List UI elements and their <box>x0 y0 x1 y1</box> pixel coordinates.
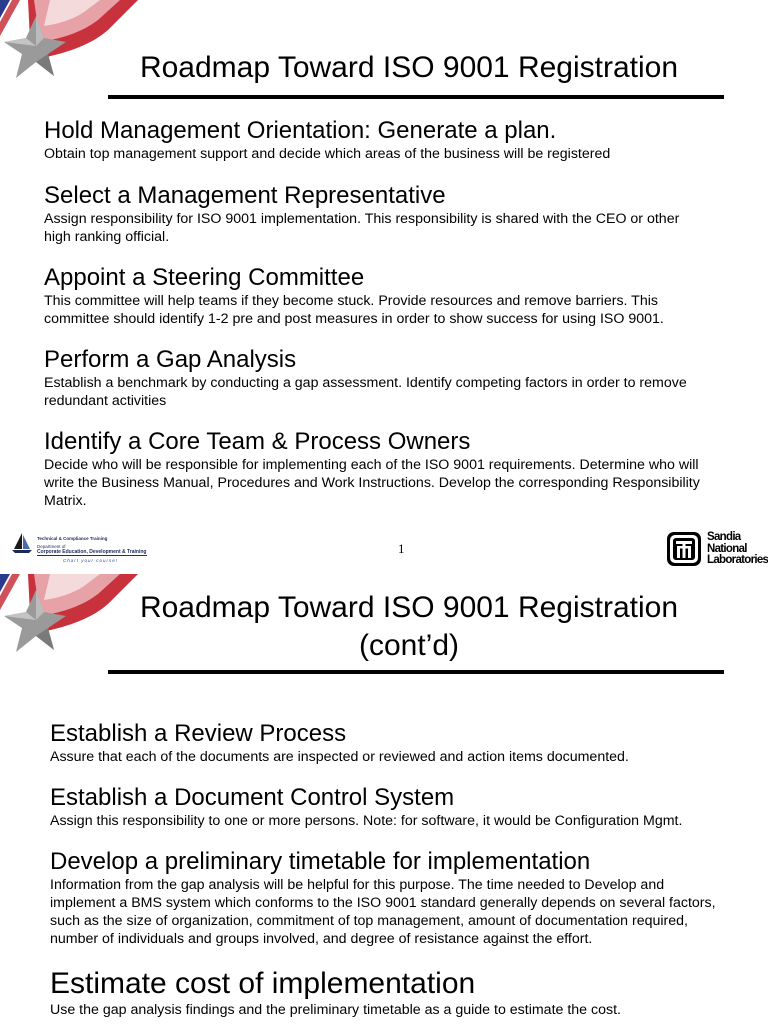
step-body: Assign responsibility for ISO 9001 implementation. This responsibility is shared with the CEO or other high ranking official. <box>44 211 680 245</box>
title-divider <box>108 670 724 674</box>
thunderbird-icon <box>666 531 702 567</box>
step-heading: Develop a preliminary timetable for implementation <box>50 848 591 875</box>
title-line-2: (cont’d) <box>358 629 460 662</box>
step-heading: Appoint a Steering Committee <box>44 264 365 291</box>
logo-divider <box>37 555 147 556</box>
roadmap-step <box>44 264 716 328</box>
step-body: Establish a benchmark by conducting a gap assessment. Identify competing factors in order to remove redundant activities <box>44 375 687 409</box>
title-divider <box>108 95 724 99</box>
slide-title: Roadmap Toward ISO 9001 Registration <box>139 51 679 84</box>
department-name: Corporate Education, Development & Training <box>37 549 147 555</box>
roadmap-step <box>44 346 734 410</box>
step-body: Assign this responsibility to one or more persons. Note: for software, it would be Configuration Mgmt. <box>50 813 683 829</box>
roadmap-step <box>44 182 704 246</box>
step-body: Obtain top management support and decide which areas of the business will be registered <box>44 146 611 162</box>
step-heading: Select a Management Representative <box>44 182 446 209</box>
sailboat-icon <box>10 531 34 555</box>
step-heading: Hold Management Orientation: Generate a plan. <box>44 117 557 144</box>
roadmap-step <box>50 848 722 948</box>
step-body: This committee will help teams if they become stuck. Provide resources and remove barriers. This committee should identify 1-2 pre and post measures in order to show success for using ISO 9001. <box>44 293 664 327</box>
page-number: 1 <box>398 541 405 556</box>
title-line-1: Roadmap Toward ISO 9001 Registration <box>139 591 679 624</box>
step-heading: Identify a Core Team & Process Owners <box>44 428 471 455</box>
training-label: Technical & Compliance Training <box>37 536 108 541</box>
slide-title <box>96 589 722 665</box>
roadmap-step <box>50 784 750 830</box>
logo-tagline: Chart your course! <box>63 558 119 563</box>
roadmap-step <box>50 720 730 766</box>
training-dept-logo <box>8 528 158 568</box>
step-body: Decide who will be responsible for implementing each of the ISO 9001 requirements. Determine who will write the Business Manual, Procedures and Work Instructions. Develop the corresponding Responsibility Matrix. <box>44 457 700 509</box>
sandia-line-3: Laboratories <box>707 554 768 566</box>
step-heading: Establish a Document Control System <box>50 784 455 811</box>
step-heading: Estimate cost of implementation <box>50 967 476 1000</box>
step-body: Use the gap analysis findings and the preliminary timetable as a guide to estimate the cost. <box>50 1002 621 1018</box>
step-heading: Establish a Review Process <box>50 720 347 747</box>
sandia-line-1: Sandia <box>707 531 741 543</box>
step-heading: Perform a Gap Analysis <box>44 346 297 373</box>
roadmap-step <box>44 428 730 510</box>
slide-2 <box>0 574 768 1024</box>
department-label: Department of <box>37 544 66 549</box>
sandia-wordmark <box>707 532 768 567</box>
step-body: Assure that each of the documents are inspected or reviewed and action items documented. <box>50 749 629 765</box>
sandia-logo <box>666 530 768 568</box>
roadmap-step <box>44 117 734 163</box>
sandia-line-2: National <box>707 542 747 555</box>
roadmap-step <box>50 967 730 1019</box>
step-body: Information from the gap analysis will be helpful for this purpose. The time needed to Develop and implement a BMS system which conforms to the ISO 9001 standard generally depends on several factors, such as the size of organization, commitment of top management, amount of documentation required, number of individuals and groups involved, and degree of resistance against the effort. <box>50 877 716 947</box>
